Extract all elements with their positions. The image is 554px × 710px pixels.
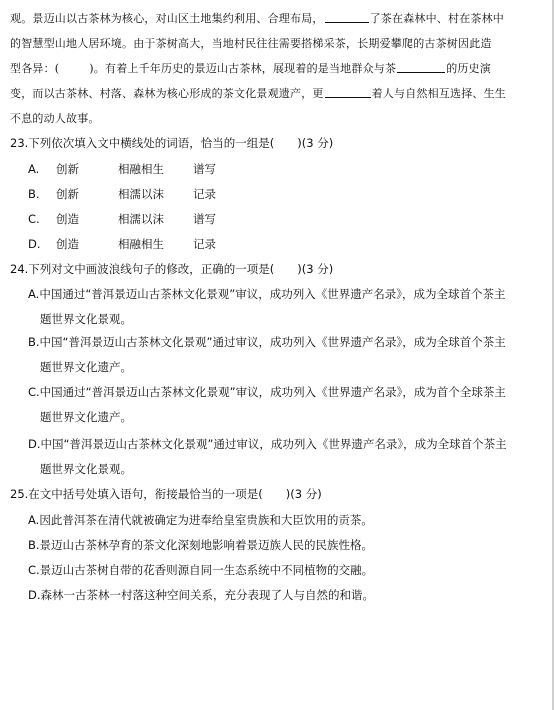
option-word-1: 创新 (56, 187, 79, 201)
question-24-title: 24.下列对文中画波浪线句子的修改，正确的一项是( )(3 分) (10, 262, 334, 276)
q23-option-d (28, 234, 216, 254)
q24-option-d (28, 432, 543, 482)
passage-line-4 (10, 81, 542, 106)
q24-option-b (28, 330, 543, 380)
passage-text: 的历史演 (446, 62, 491, 75)
option-word-2: 相融相生 (118, 237, 164, 251)
option-line-1: C.中国通过“普洱景迈山古茶林文化景观”审议，成功列入《世界遗产名录》，成为首个全球茶主 (28, 385, 506, 399)
option-word-1: 创造 (56, 212, 79, 226)
q24-option-a (28, 282, 543, 332)
option-word-2: 相濡以沫 (118, 212, 164, 226)
fill-blank-2 (397, 60, 445, 73)
passage-text: 变，而以古茶林、村落、森林为核心形成的茶文化景观遗产，更 (10, 87, 324, 100)
question-23-title: 23.下列依次填入文中横线处的词语，恰当的一组是( )(3 分) (10, 136, 334, 150)
option-letter: D. (28, 237, 41, 251)
option-letter: C. (28, 212, 40, 226)
q25-option-d: D.森林一古茶林一村落这种空间关系，充分表现了人与自然的和谐。 (28, 588, 375, 602)
passage-text: 了茶在森林中、村在茶林中 (369, 12, 505, 25)
passage-text: 观。景迈山以古茶林为核心，对山区土地集约利用、合理布局， (10, 12, 324, 25)
option-line-1: D.中国“普洱景迈山古茶林文化景观”通过审议，成功列入《世界遗产名录》，成为全球首个茶主 (28, 437, 507, 451)
option-word-3: 记录 (193, 237, 216, 251)
q23-option-b (28, 184, 216, 204)
passage-line-2: 的智慧型山地人居环境。由于茶树高大，当地村民往往需要搭梯采茶，长期爱攀爬的古茶树因此造 (10, 37, 492, 50)
option-letter: A. (28, 162, 40, 176)
passage-text: 型各异：( (10, 62, 60, 75)
option-line-2: 题世界文化景观。 (40, 462, 132, 476)
passage-line-5: 不息的动人故事。 (10, 112, 100, 125)
q25-option-c: C.景迈山古茶树自带的花香则源自同一生态系统中不同植物的交融。 (28, 563, 374, 577)
option-word-1: 创造 (56, 237, 79, 251)
q23-option-c (28, 209, 216, 229)
passage-line-1 (10, 6, 542, 31)
option-line-2: 题世界文化遗产。 (40, 410, 132, 424)
option-line-1: A.中国通过“普洱景迈山古茶林文化景观”审议，成功列入《世界遗产名录》，成为全球首个茶主 (28, 287, 506, 301)
passage-text: 着人与自然相互选择、生生 (371, 87, 507, 100)
fill-blank-3 (325, 85, 371, 98)
passage-text: )。有着上千年历史的景迈山古茶林，展现着的是当地群众与茶 (89, 62, 397, 75)
q25-option-b: B.景迈山古茶林孕育的茶文化深刻地影响着景迈族人民的民族性格。 (28, 538, 374, 552)
q23-option-a (28, 159, 216, 179)
passage-line-3 (10, 56, 542, 81)
option-word-1: 创新 (56, 162, 79, 176)
option-line-2: 题世界文化遗产。 (40, 360, 132, 374)
option-word-2: 相融相生 (118, 162, 164, 176)
question-25-title: 25.在文中括号处填入语句，衔接最恰当的一项是( )(3 分) (10, 487, 322, 501)
option-word-3: 记录 (193, 187, 216, 201)
option-line-1: B.中国“普洱景迈山古茶林文化景观”通过审议，成功列入《世界遗产名录》，成为全球首个茶主 (28, 335, 506, 349)
option-word-3: 谱写 (193, 212, 216, 226)
option-letter: B. (28, 187, 40, 201)
option-word-3: 谱写 (193, 162, 216, 176)
option-line-2: 题世界文化景观。 (40, 312, 132, 326)
fill-blank-1 (325, 10, 369, 23)
q24-option-c (28, 380, 543, 430)
q25-option-a: A.因此普洱茶在清代就被确定为进奉给皇室贵族和大臣饮用的贡茶。 (28, 513, 373, 527)
option-word-2: 相濡以沫 (118, 187, 164, 201)
